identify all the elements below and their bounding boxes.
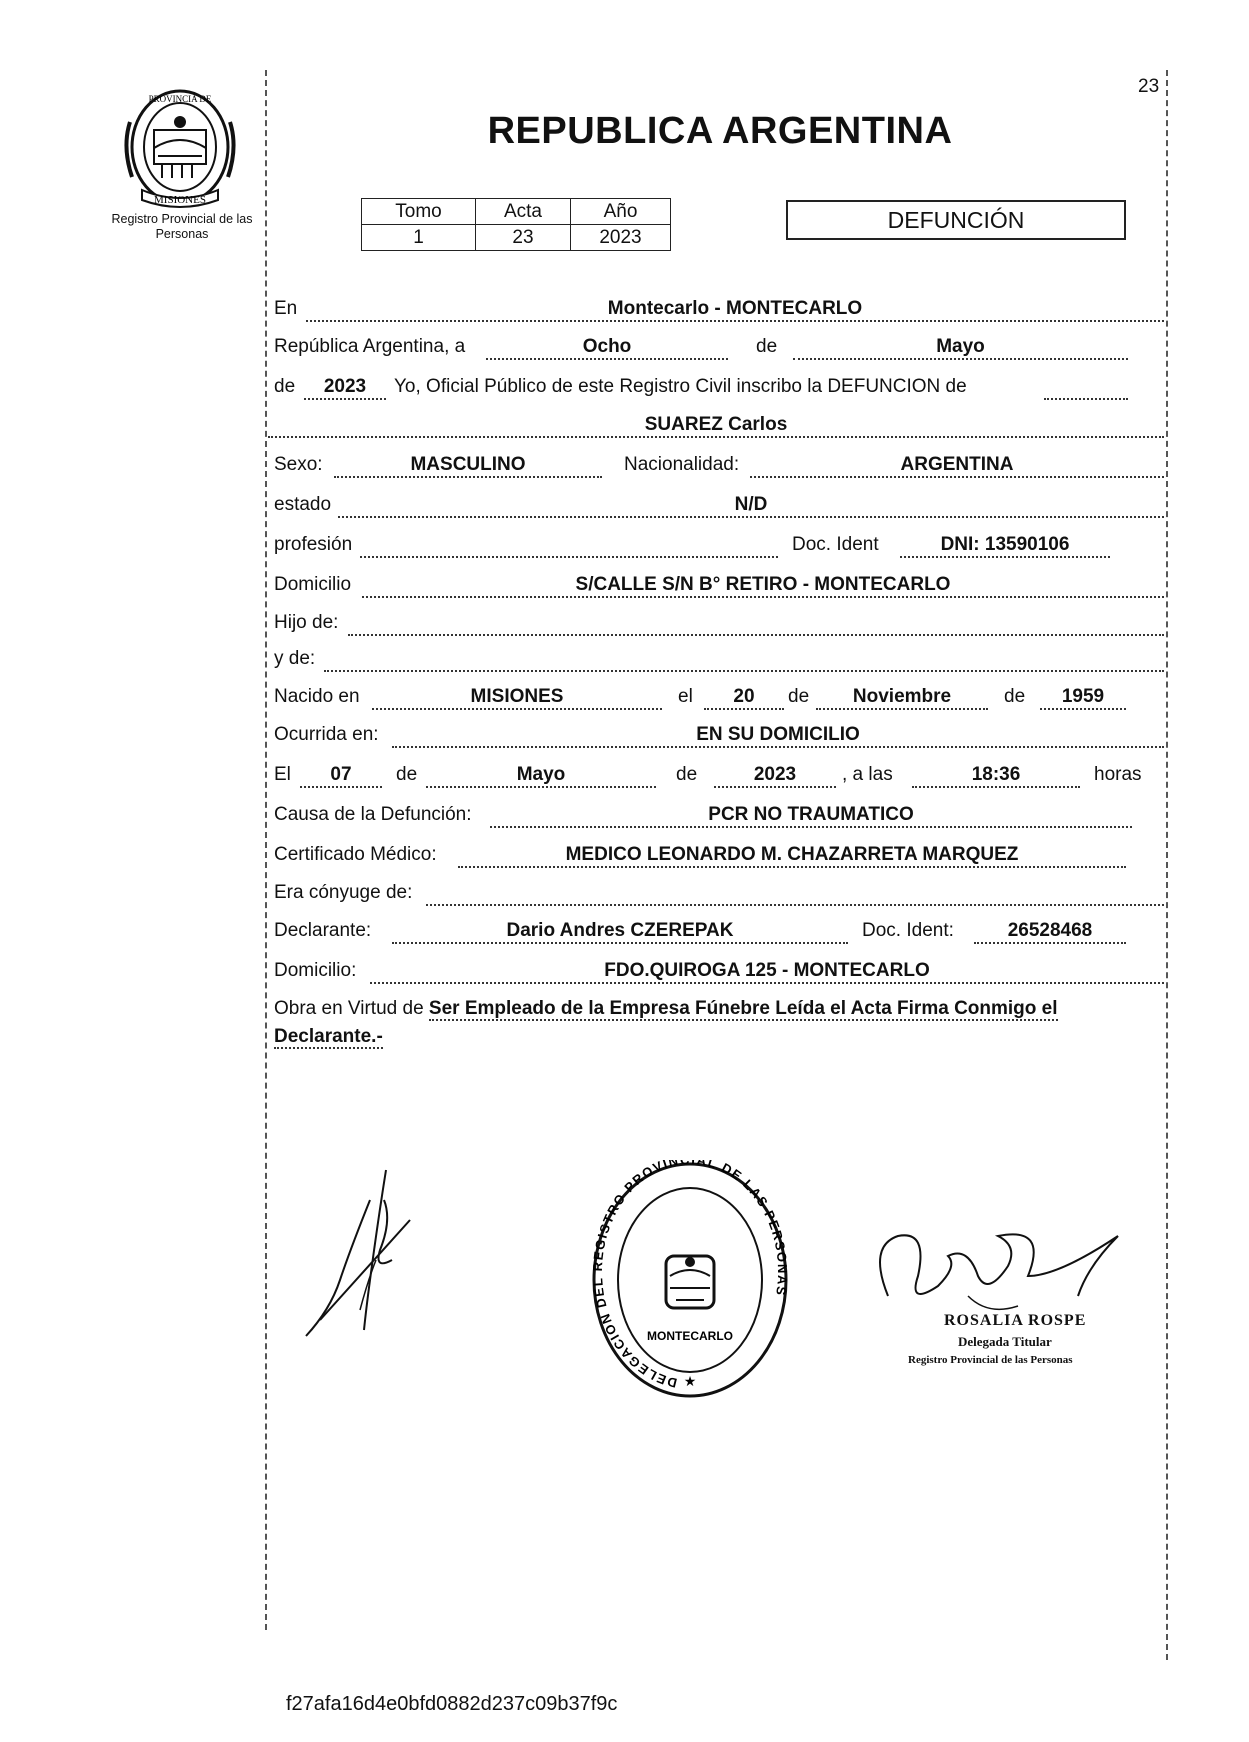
en-value: Montecarlo - MONTECARLO — [607, 298, 863, 319]
estado-field — [338, 494, 1164, 518]
dia-field — [486, 336, 728, 360]
certificado-field — [458, 844, 1126, 868]
doc-ident-field — [900, 534, 1110, 558]
nac-dia-value: 20 — [733, 686, 755, 707]
svg-text:MISIONES: MISIONES — [154, 194, 206, 206]
fall-dia-field — [300, 764, 382, 788]
fall-de-label: de — [396, 764, 418, 785]
row-causa — [268, 796, 1164, 826]
estado-value: N/D — [734, 494, 768, 515]
record-value-acta: 23 — [476, 225, 571, 251]
row-hijo — [268, 604, 1164, 634]
nac-mes-value: Noviembre — [852, 686, 952, 707]
row-domicilio — [268, 566, 1164, 596]
stamp-name: ROSALIA ROSPE — [944, 1312, 1087, 1329]
fall-anio-value: 2023 — [753, 764, 797, 785]
decl-doc-field — [974, 920, 1126, 944]
republica-label: República Argentina, a — [274, 336, 466, 357]
doc-ident-label: Doc. Ident — [792, 534, 879, 555]
alas-label: , a las — [842, 764, 893, 785]
decl-doc-label: Doc. Ident: — [862, 920, 954, 941]
decl-domicilio-field — [370, 960, 1164, 984]
record-header-anio: Año — [571, 199, 671, 225]
inscribo-text: Yo, Oficial Público de este Registro Civil inscribo la DEFUNCION de — [394, 376, 967, 397]
domicilio-value: S/CALLE S/N B° RETIRO - MONTECARLO — [575, 574, 951, 595]
record-table — [361, 198, 671, 251]
decl-doc-value: 26528468 — [1007, 920, 1093, 941]
fall-anio-field — [714, 764, 836, 788]
logo-caption: Registro Provincial de las Personas — [111, 212, 253, 241]
profesion-label: profesión — [274, 534, 353, 555]
nacido-field — [372, 686, 662, 710]
right-margin-line — [1166, 70, 1168, 1660]
anio-field — [304, 376, 386, 400]
nac-de-label: de — [788, 686, 810, 707]
row-decl-domicilio — [268, 952, 1164, 982]
registry-seal-stamp — [590, 1160, 790, 1400]
obra-label: Obra en Virtud de — [274, 998, 424, 1019]
stamp-org: Registro Provincial de las Personas — [908, 1354, 1073, 1366]
row-republica — [268, 328, 1164, 358]
nac-mes-field — [816, 686, 988, 710]
nac-el-label: el — [678, 686, 693, 707]
row-certificado — [268, 836, 1164, 866]
en-field — [306, 298, 1164, 322]
horas-label: horas — [1094, 764, 1142, 785]
hijo-field — [348, 612, 1164, 636]
doc-ident-value: DNI: 13590106 — [940, 534, 1070, 555]
row-profesion — [268, 526, 1164, 556]
nombre-value: SUAREZ Carlos — [644, 414, 788, 435]
official-signature-stamp — [848, 1216, 1148, 1386]
nacido-value: MISIONES — [470, 686, 564, 707]
yde-label: y de: — [274, 648, 316, 669]
row-declarante — [268, 912, 1164, 942]
en-label: En — [274, 298, 298, 319]
certificado-label: Certificado Médico: — [274, 844, 437, 865]
sexo-value: MASCULINO — [410, 454, 526, 475]
svg-text:PROVINCIA DE: PROVINCIA DE — [148, 94, 212, 104]
nac-dia-field — [704, 686, 784, 710]
row-conyuge — [268, 874, 1164, 904]
de-label: de — [756, 336, 778, 357]
left-margin-line — [265, 70, 267, 1630]
nacionalidad-value: ARGENTINA — [900, 454, 1014, 475]
anio-value: 2023 — [323, 376, 367, 397]
causa-value: PCR NO TRAUMATICO — [708, 804, 914, 825]
provincial-coat-of-arms-logo — [118, 82, 242, 212]
decl-domicilio-label: Domicilio: — [274, 960, 357, 981]
obra-value-2: Declarante.- — [274, 1026, 383, 1047]
page-title: REPUBLICA ARGENTINA — [487, 110, 953, 152]
seal-city: MONTECARLO — [647, 1329, 733, 1343]
row-nombre — [268, 406, 1164, 436]
nac-anio-field — [1040, 686, 1126, 710]
fall-dia-value: 07 — [330, 764, 352, 785]
record-header-acta: Acta — [476, 199, 571, 225]
obra-value-1: Ser Empleado de la Empresa Fúnebre Leída el Acta Firma Conmigo el — [428, 998, 1058, 1019]
svg-text:★: ★ — [683, 1374, 697, 1390]
declarante-value: Dario Andres CZEREPAK — [506, 920, 734, 941]
nacionalidad-label: Nacionalidad: — [624, 454, 740, 475]
hijo-label: Hijo de: — [274, 612, 339, 633]
row-yde — [268, 640, 1164, 670]
hora-value: 18:36 — [971, 764, 1021, 785]
ocurrida-field — [392, 724, 1164, 748]
row-en — [268, 290, 1164, 320]
record-value-tomo: 1 — [362, 225, 476, 251]
footer-hash: f27afa16d4e0bfd0882d237c09b37f9c — [286, 1693, 618, 1715]
ocurrida-label: Ocurrida en: — [274, 724, 379, 745]
estado-label: estado — [274, 494, 332, 515]
fall-mes-field — [426, 764, 656, 788]
obra-line-2 — [274, 1026, 383, 1048]
row-fecha-fallecimiento — [268, 756, 1164, 786]
row-nacido — [268, 678, 1164, 708]
nac-anio-value: 1959 — [1061, 686, 1105, 707]
stamp-title: Delegada Titular — [958, 1334, 1052, 1349]
profesion-field — [360, 534, 778, 558]
conyuge-field — [426, 882, 1164, 906]
hora-field — [912, 764, 1080, 788]
obra-line-1 — [274, 998, 1058, 1020]
mes-field — [793, 336, 1128, 360]
conyuge-label: Era cónyuge de: — [274, 882, 413, 903]
sexo-field — [334, 454, 602, 478]
fall-mes-value: Mayo — [516, 764, 566, 785]
record-value-anio: 2023 — [571, 225, 671, 251]
dia-value: Ocho — [582, 336, 632, 357]
declarante-label: Declarante: — [274, 920, 372, 941]
de-year-label: de — [274, 376, 296, 397]
fall-de2-label: de — [676, 764, 698, 785]
mes-value: Mayo — [936, 336, 985, 357]
row-estado — [268, 486, 1164, 516]
domicilio-field — [362, 574, 1164, 598]
document-type-box: DEFUNCIÓN — [786, 200, 1126, 240]
nacido-label: Nacido en — [274, 686, 360, 707]
nombre-field — [268, 414, 1164, 438]
nac-de2-label: de — [1004, 686, 1026, 707]
decl-domicilio-value: FDO.QUIROGA 125 - MONTECARLO — [604, 960, 930, 981]
causa-label: Causa de la Defunción: — [274, 804, 472, 825]
nacionalidad-field — [750, 454, 1164, 478]
domicilio-label: Domicilio — [274, 574, 352, 595]
causa-field — [490, 804, 1132, 828]
yde-field — [324, 648, 1164, 672]
inscribo-blank — [1044, 376, 1128, 400]
page-number: 23 — [1138, 76, 1160, 97]
sexo-label: Sexo: — [274, 454, 323, 475]
row-sexo — [268, 446, 1164, 476]
seal-ring-text: DELEGACION DEL REGISTRO PROVIN AL DE LAS PERSONAS — [590, 1160, 790, 1391]
certificado-value: MEDICO LEONARDO M. CHAZARRETA MARQUEZ — [565, 844, 1019, 865]
record-header-tomo: Tomo — [362, 199, 476, 225]
declarante-field — [392, 920, 848, 944]
row-ocurrida — [268, 716, 1164, 746]
row-inscribo — [268, 368, 1164, 398]
declarant-signature — [300, 1160, 430, 1340]
el-label: El — [274, 764, 291, 785]
ocurrida-value: EN SU DOMICILIO — [696, 724, 860, 745]
